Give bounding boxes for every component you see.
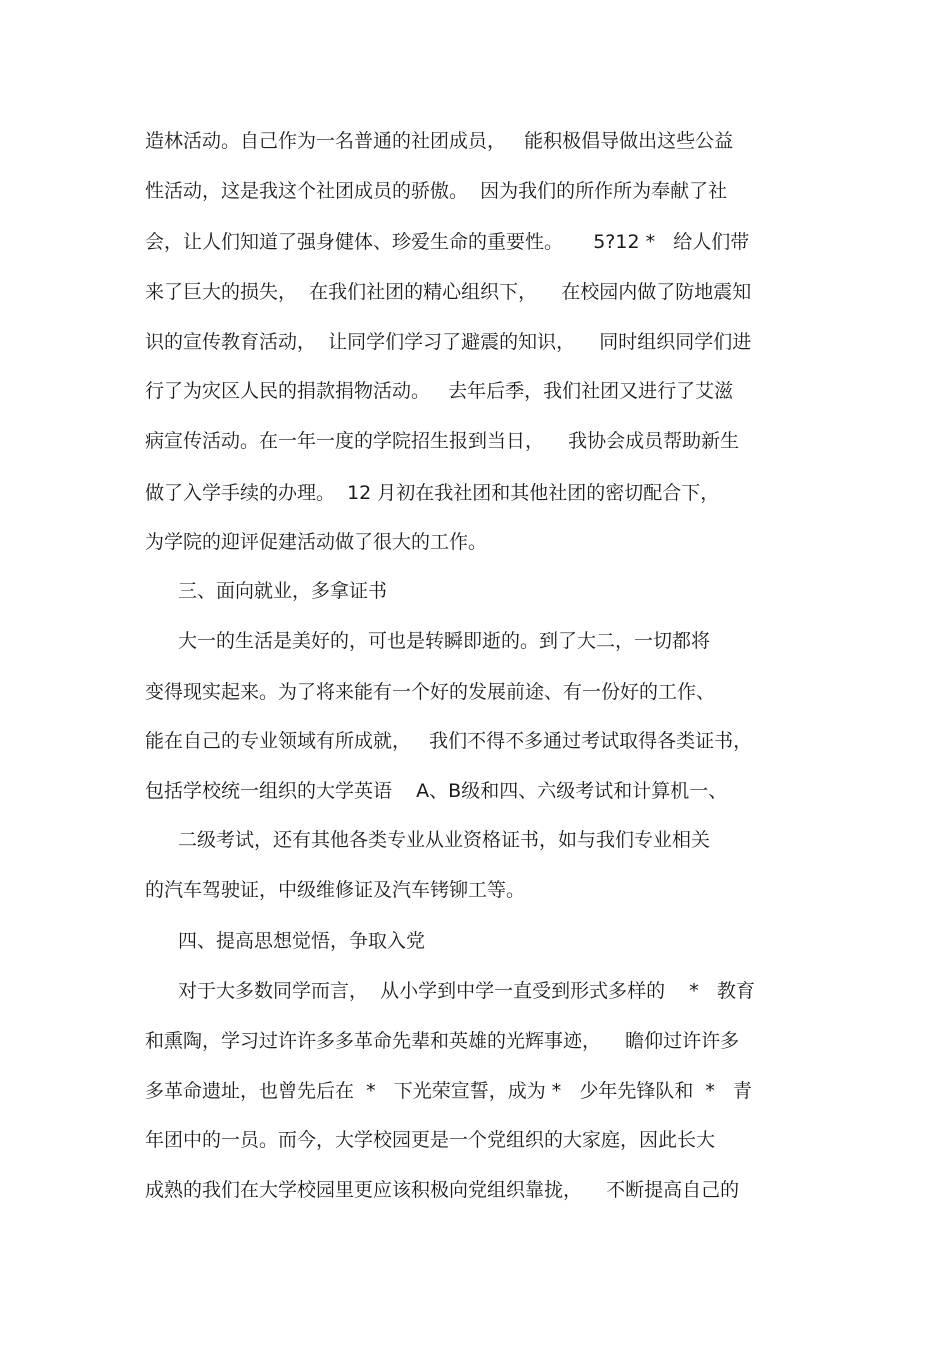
section-heading: 三、面向就业，多拿证书 — [178, 580, 388, 602]
text-line: 多革命遗址，也曾先后在 * 下光荣宣誓，成为 * 少年先锋队和 * 青 — [145, 1080, 753, 1102]
text-line: 识的宣传教育活动， 让同学们学习了避震的知识， 同时组织同学们进 — [145, 331, 752, 353]
text-line: 来了巨大的损失， 在我们社团的精心组织下， 在校园内做了防地震知 — [145, 281, 752, 303]
text-line: 行了为灾区人民的捐款捐物活动。 去年后季，我们社团又进行了艾滋 — [145, 380, 734, 402]
text-line: 变得现实起来。为了将来能有一个好的发展前途、有一份好的工作、 — [145, 681, 716, 703]
text-line: 成熟的我们在大学校园里更应该积极向党组织靠拢， 不断提高自己的 — [145, 1179, 740, 1201]
text-line: 做了入学手续的办理。 12 月初在我社团和其他社团的密切配合下， — [145, 482, 720, 504]
text-line: 和熏陶，学习过许许多多革命先辈和英雄的光辉事迹， 瞻仰过许许多 — [145, 1030, 740, 1052]
text-line: 造林活动。自己作为一名普通的社团成员， 能积极倡导做出这些公益 — [145, 130, 734, 152]
text-line: 对于大多数同学而言， 从小学到中学一直受到形式多样的 * 教育 — [178, 980, 755, 1002]
text-line: 为学院的迎评促建活动做了很大的工作。 — [145, 531, 488, 553]
text-line: 性活动，这是我这个社团成员的骄傲。 因为我们的所作所为奉献了社 — [145, 180, 728, 202]
text-line: 二级考试，还有其他各类专业从业资格证书，如与我们专业相关 — [178, 829, 711, 851]
text-line: 年团中的一员。而今，大学校园更是一个党组织的大家庭，因此长大 — [145, 1129, 716, 1151]
text-line: 会，让人们知道了强身健体、珍爱生命的重要性。 5?12 * 给人们带 — [145, 231, 750, 253]
text-line: 病宣传活动。在一年一度的学院招生报到当日， 我协会成员帮助新生 — [145, 430, 740, 452]
text-line: 能在自己的专业领域有所成就， 我们不得不多通过考试取得各类证书， — [145, 730, 753, 752]
text-line: 的汽车驾驶证，中级维修证及汽车铐铆工等。 — [145, 879, 526, 901]
text-line: 包括学校统一组织的大学英语 A、B级和四、六级考试和计算机一、 — [145, 780, 728, 802]
section-heading: 四、提高思想觉悟，争取入党 — [178, 930, 426, 952]
text-line: 大一的生活是美好的，可也是转瞬即逝的。到了大二，一切都将 — [178, 630, 711, 652]
